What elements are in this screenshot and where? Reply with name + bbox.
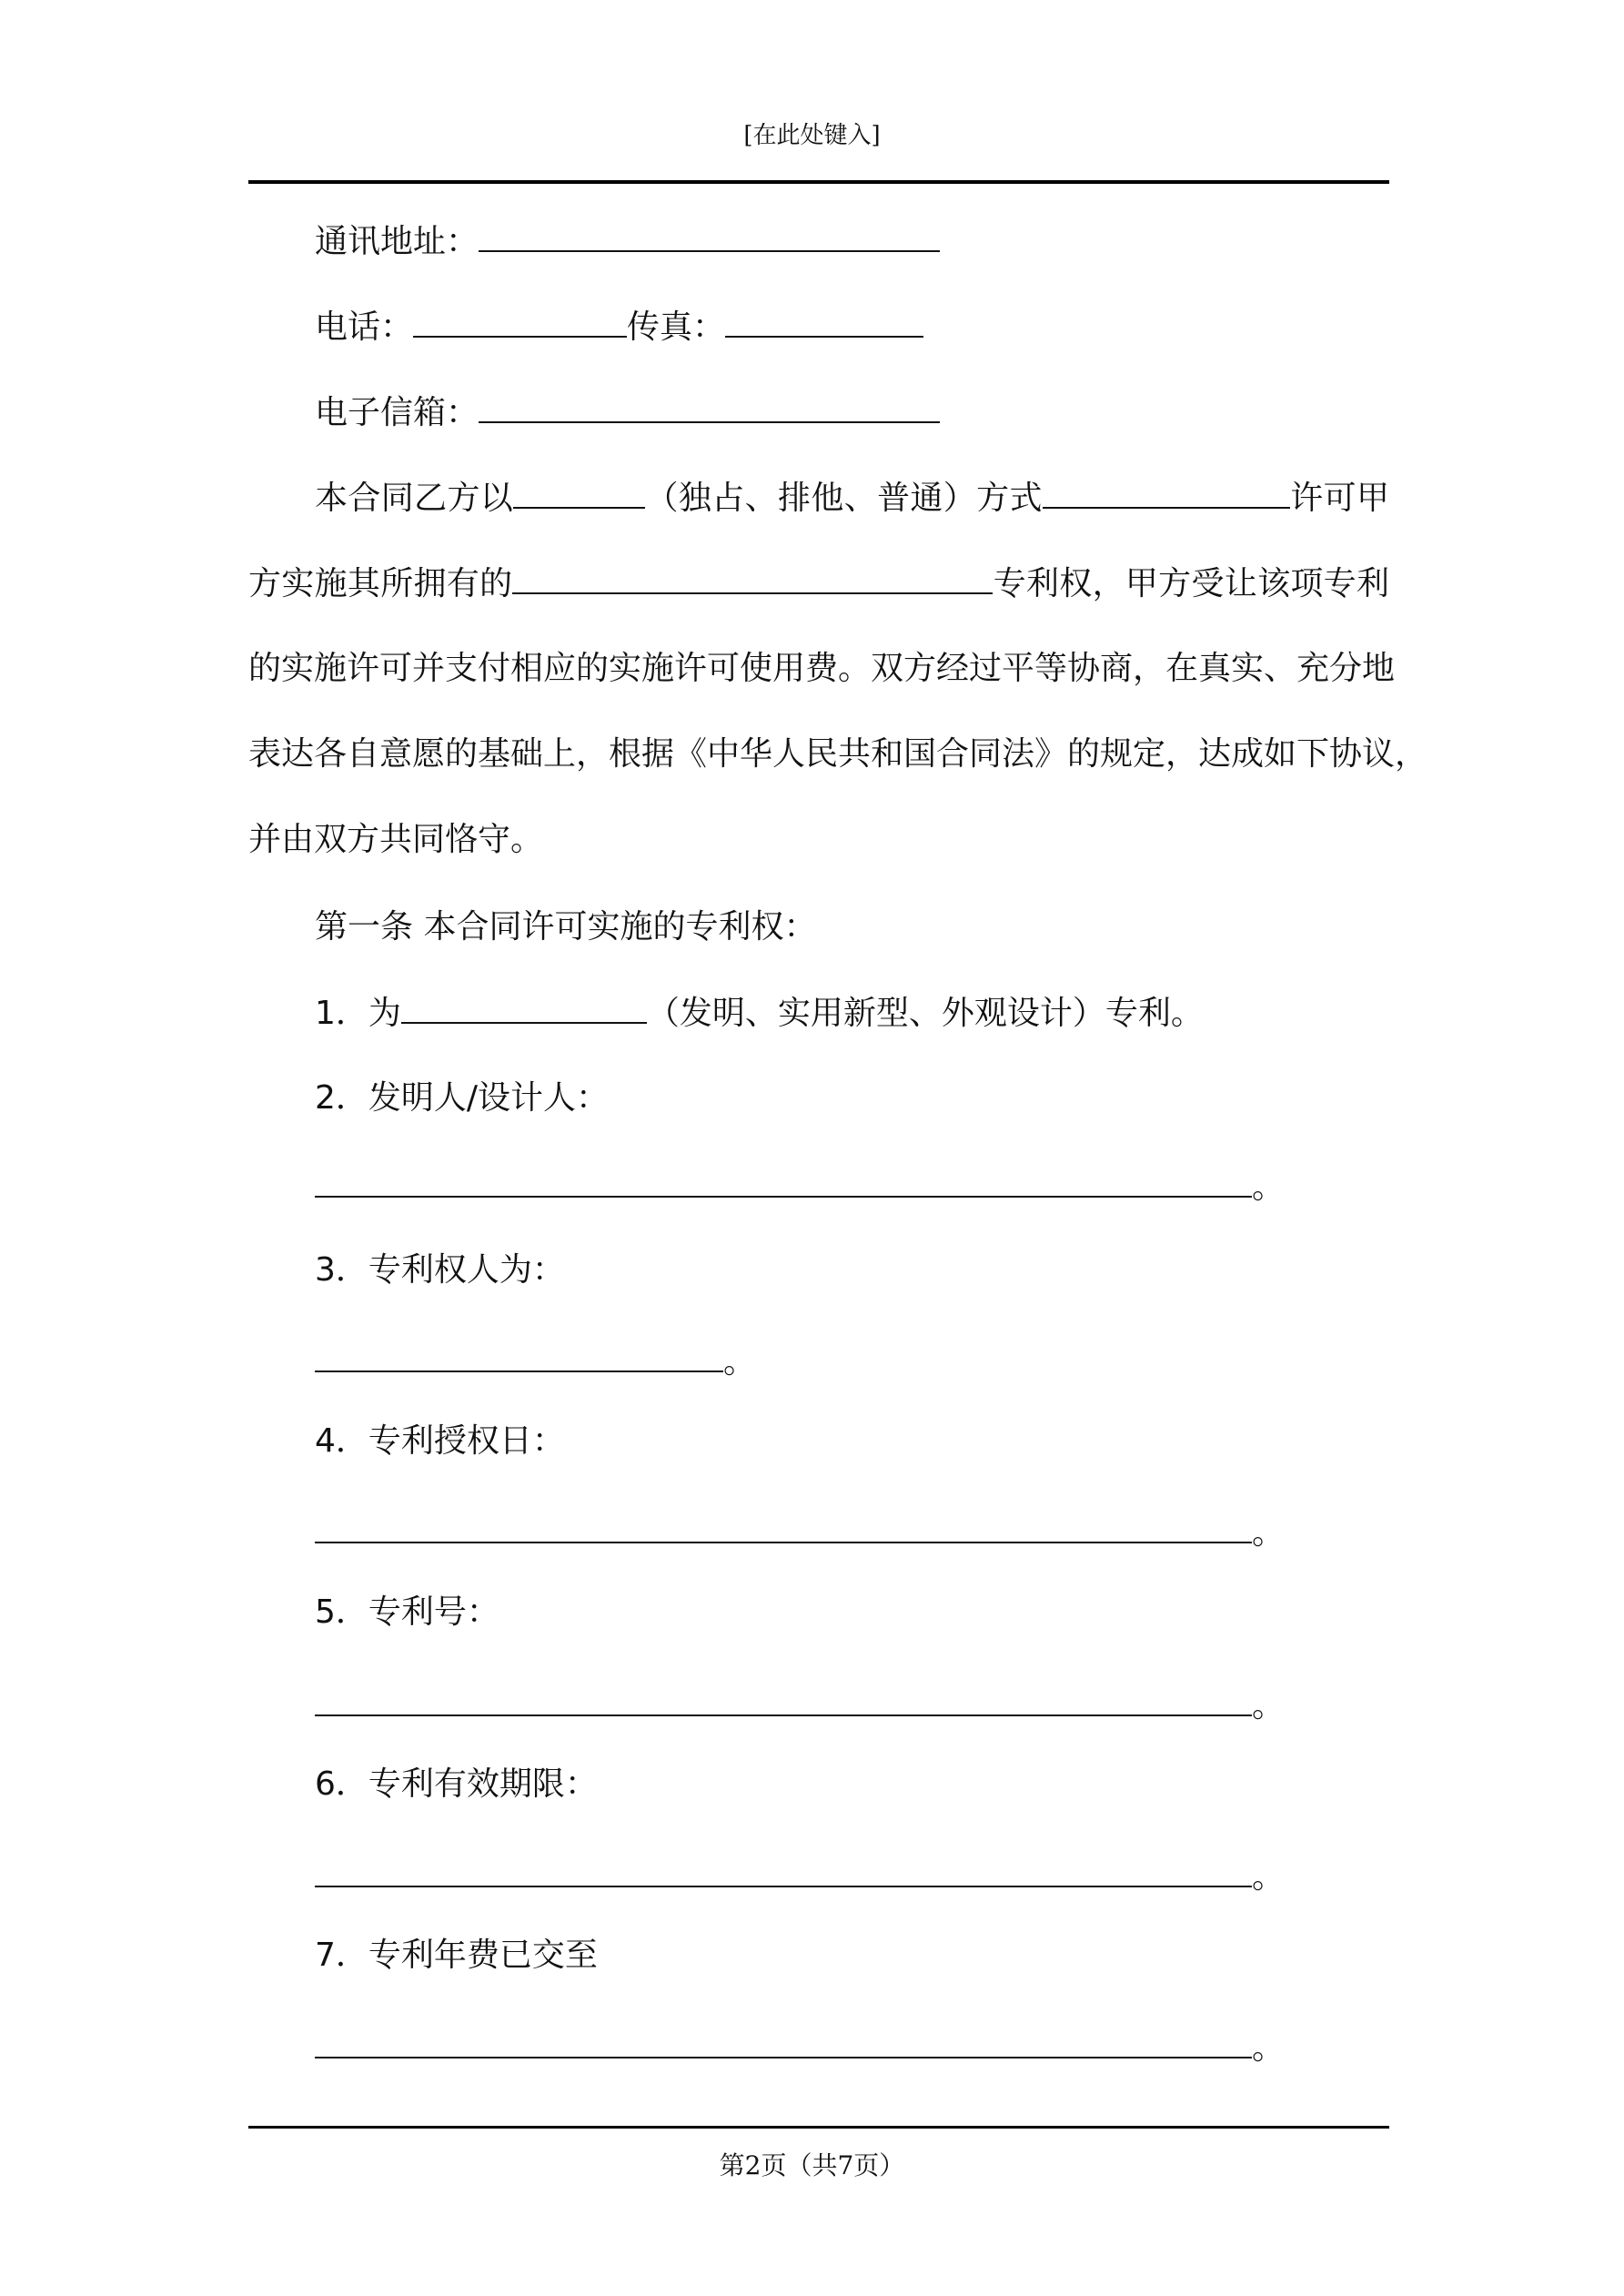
item-4-label: 4．专利授权日： — [315, 1422, 565, 1460]
article-1-title: 第一条 本合同许可实施的专利权： — [315, 908, 817, 946]
text: 。 — [723, 1343, 757, 1381]
text: 。 — [1252, 2029, 1286, 2067]
intro-line-5: 并由双方共同恪守。 — [248, 821, 544, 858]
footer-rule — [248, 2126, 1389, 2129]
email-blank[interactable] — [479, 390, 940, 423]
text: 。 — [1252, 1514, 1286, 1552]
text: 。 — [1252, 1687, 1286, 1725]
patentee-blank[interactable] — [315, 1336, 723, 1372]
phone-blank[interactable] — [413, 305, 627, 338]
intro-line-2 — [248, 561, 1389, 606]
annual-fee-blank[interactable] — [315, 2022, 1252, 2058]
item-6-label: 6．专利有效期限： — [315, 1765, 598, 1803]
patent-number-field — [315, 1680, 1285, 1724]
text: 方实施其所拥有的 — [248, 565, 513, 602]
item-7-label: 7．专利年费已交至 — [315, 1937, 598, 1974]
item-5-label: 5．专利号： — [315, 1593, 499, 1631]
intro-line-1 — [315, 476, 1389, 521]
text: 。 — [1252, 1168, 1286, 1206]
license-type-blank[interactable] — [513, 476, 645, 509]
inventor-blank[interactable] — [315, 1161, 1252, 1198]
validity-field — [315, 1851, 1285, 1895]
fax-blank[interactable] — [725, 305, 923, 338]
intro-line-3: 的实施许可并支付相应的实施许可使用费。双方经过平等协商，在真实、充分地 — [248, 650, 1396, 687]
patent-name-blank[interactable] — [512, 561, 993, 594]
patent-type-blank[interactable] — [401, 991, 647, 1024]
patentee-field — [315, 1336, 756, 1380]
email-label: 电子信箱： — [315, 394, 479, 431]
page-number: 第2页（共7页） — [719, 2150, 905, 2180]
text: 。 — [1252, 1858, 1286, 1896]
patent-number-blank[interactable] — [315, 1680, 1252, 1716]
fax-label: 传真： — [627, 308, 726, 346]
text: 1．为 — [315, 995, 401, 1032]
grant-date-blank[interactable] — [315, 1507, 1252, 1543]
phone-label: 电话： — [315, 308, 414, 346]
address-field — [315, 219, 940, 264]
address-label: 通讯地址： — [315, 223, 479, 260]
text: （独占、排他、普通）方式 — [645, 480, 1043, 517]
item-2-label: 2．发明人/设计人： — [315, 1079, 610, 1117]
annual-fee-field — [315, 2022, 1285, 2066]
validity-blank[interactable] — [315, 1851, 1252, 1887]
phone-fax-field — [315, 305, 923, 349]
text: 许可甲 — [1289, 480, 1389, 517]
intro-line-4: 表达各自意愿的基础上，根据《中华人民共和国合同法》的规定，达成如下协议， — [248, 735, 1428, 773]
text: 本合同乙方以 — [315, 480, 514, 517]
text: 专利权，甲方受让该项专利 — [993, 565, 1389, 602]
address-blank[interactable] — [479, 219, 940, 252]
text: （发明、实用新型、外观设计）专利。 — [646, 995, 1204, 1032]
item-1 — [315, 991, 1204, 1036]
email-field — [315, 390, 940, 435]
license-manner-blank[interactable] — [1043, 476, 1290, 509]
header-rule — [248, 180, 1389, 184]
item-3-label: 3．专利权人为： — [315, 1251, 565, 1289]
page-header: [在此处键入] — [743, 122, 881, 149]
inventor-field — [315, 1161, 1285, 1205]
grant-date-field — [315, 1507, 1285, 1551]
